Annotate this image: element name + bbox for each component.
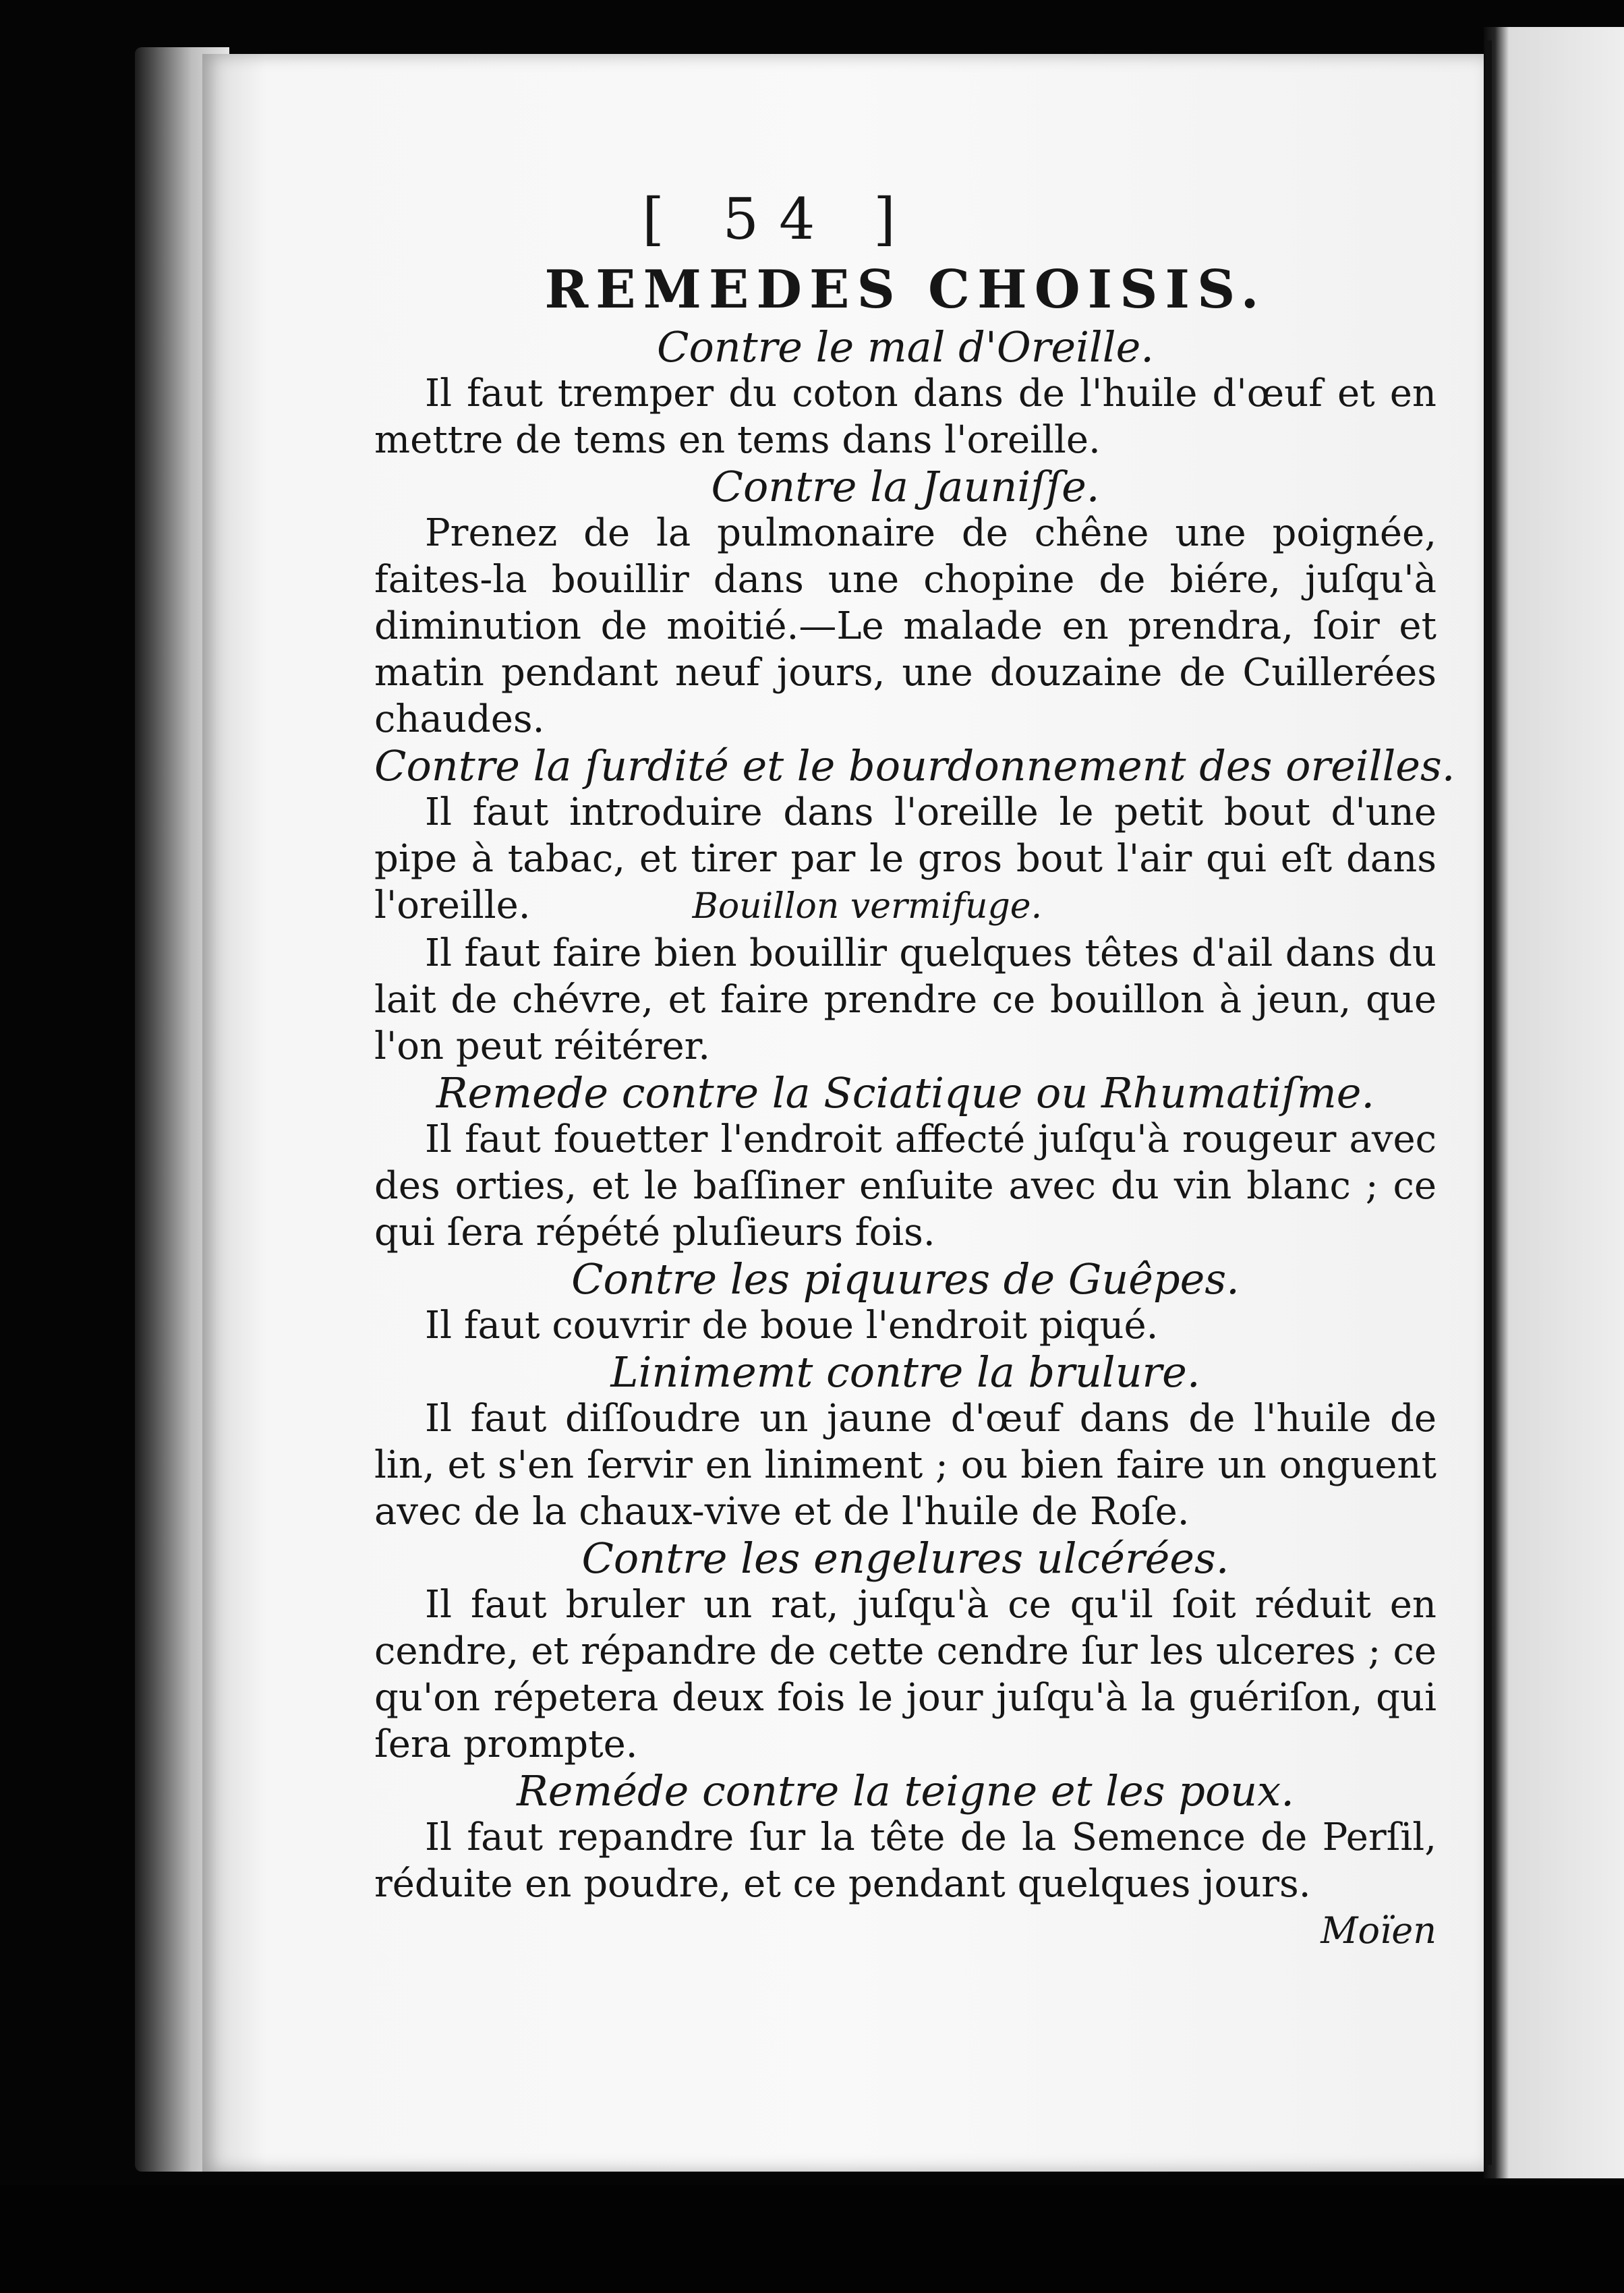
facing-page-edge xyxy=(1484,27,1624,2178)
page-content xyxy=(374,182,1455,1954)
section-heading: Contre le mal d'Oreille. xyxy=(657,322,1154,372)
catchword: Moïen xyxy=(1321,1909,1437,1952)
section-heading: Contre les engelures ulcérées. xyxy=(581,1534,1229,1583)
section-heading: Remede contre la Sciatique ou Rhumatiſme. xyxy=(436,1068,1375,1118)
inline-section-heading: Bouillon vermifuge. xyxy=(692,886,1043,927)
section-text: Prenez de la pulmonaire de chêne une poignée, faites-la bouillir dans une chopine de biére, juſqu'à diminution de moitié.—Le malade en prendra, ſoir et matin pendant neuf jours, une douzaine de Cuillerées chaudes. xyxy=(374,511,1437,741)
section-text-body: Il faut introduire dans l'oreille le petit bout d'une pipe à tabac, et tirer par le gros bout l'air qui eſt dans l'oreille. xyxy=(374,790,1437,927)
page-title: REMEDES CHOISIS. xyxy=(544,259,1267,320)
section-heading: Contre la ſurdité et le bourdonnement des oreilles. xyxy=(374,741,1455,790)
section-text xyxy=(374,789,1437,930)
section-heading: Reméde contre la teigne et les poux. xyxy=(517,1766,1294,1816)
section-heading: Contre la Jauniſſe. xyxy=(711,462,1100,511)
section-heading: Linimemt contre la brulure. xyxy=(610,1347,1200,1397)
section-text: Il faut repandre ſur la tête de la Semence de Perſil, réduite en poudre, et ce pendant quelques jours. xyxy=(374,1816,1437,1906)
section-text: Il faut couvrir de boue l'endroit piqué. xyxy=(425,1304,1159,1347)
page-number: [ 54 ] xyxy=(642,186,916,252)
section-text: Il faut fouetter l'endroit affecté juſqu'à rougeur avec des orties, et le baſſiner enſuite avec du vin blanc ; ce qui ſera répété pluſieurs fois. xyxy=(374,1118,1437,1254)
scan-bottom-border xyxy=(0,2185,1624,2293)
section-text: Il faut faire bien bouillir quelques têtes d'ail dans du lait de chévre, et faire prendre ce bouillon à jeun, que l'on peut réitérer. xyxy=(374,931,1437,1068)
page-fold-line xyxy=(1487,40,1492,2165)
section-text: Il faut tremper du coton dans de l'huile d'œuf et en mettre de tems en tems dans l'oreille. xyxy=(374,372,1437,462)
section-text: Il faut diſſoudre un jaune d'œuf dans de l'huile de lin, et s'en ſervir en liniment ; ou bien faire un onguent avec de la chaux-vive et de l'huile de Roſe. xyxy=(374,1397,1437,1534)
section-text: Il faut bruler un rat, juſqu'à ce qu'il ſoit réduit en cendre, et répandre de cette cendre ſur les ulceres ; ce qu'on répetera deux fois le jour juſqu'à la guériſon, qui ſera prompte. xyxy=(374,1583,1437,1766)
section-heading: Contre les piquures de Guêpes. xyxy=(571,1254,1240,1304)
